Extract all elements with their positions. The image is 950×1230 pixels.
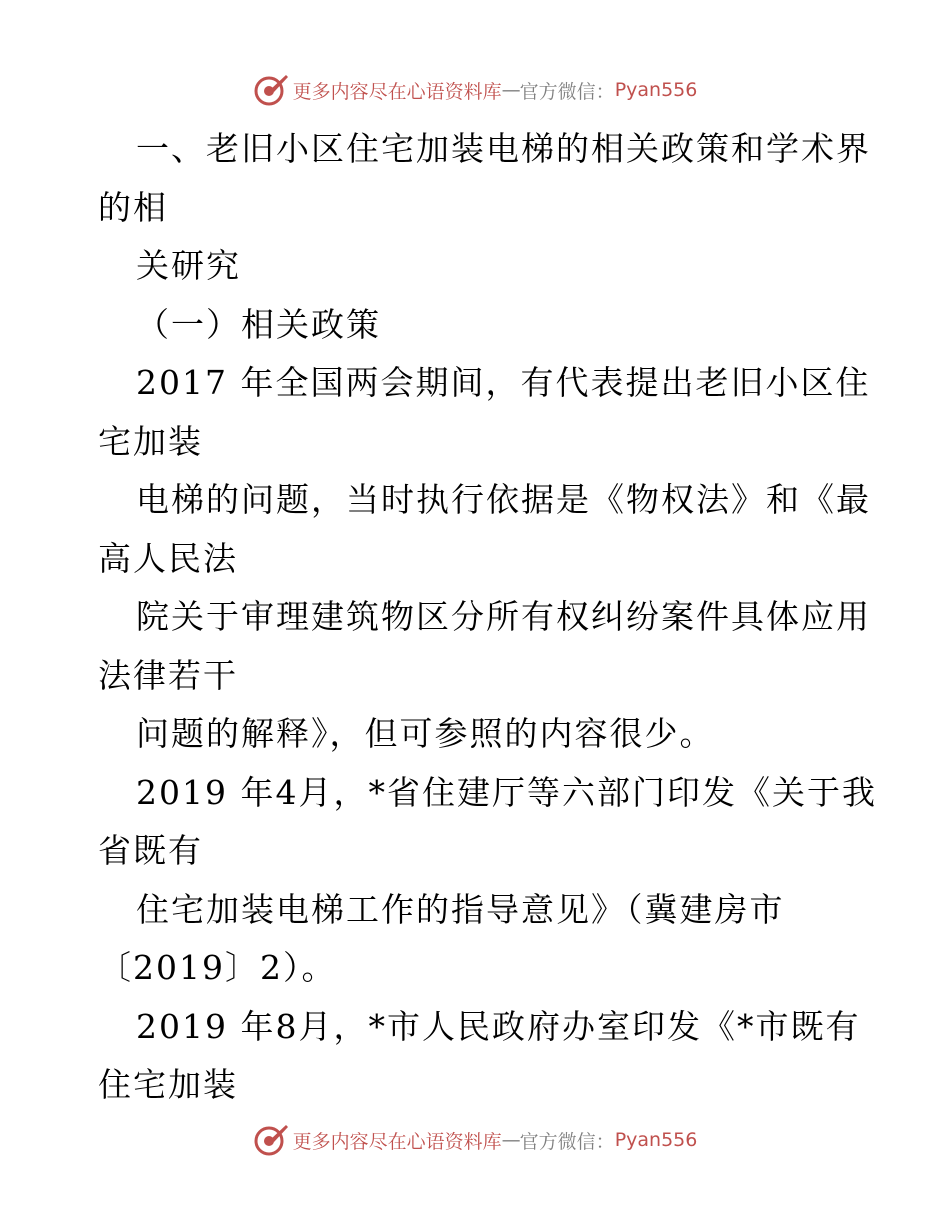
text-line: 住宅加装电梯工作的指导意见》（冀建房市 bbox=[136, 889, 785, 929]
banner-label: 官方微信： bbox=[519, 1130, 615, 1153]
document-body bbox=[98, 120, 877, 1115]
text-line: 宅加装 bbox=[98, 421, 203, 461]
header-banner bbox=[0, 70, 950, 110]
pen-logo-icon bbox=[253, 72, 289, 108]
text-line: （一）相关政策 bbox=[136, 304, 381, 344]
banner-id: Pyan556 bbox=[614, 79, 698, 101]
text-line: 的相 bbox=[98, 187, 168, 227]
text-line: 院关于审理建筑物区分所有权纠纷案件具体应用 bbox=[136, 597, 871, 636]
banner-label: 官方微信： bbox=[519, 80, 615, 103]
banner-prefix: 更多内容尽在心语资料库 bbox=[292, 1130, 502, 1153]
text-line: 〔2019〕2）。 bbox=[98, 948, 337, 987]
pen-logo-icon bbox=[253, 1122, 289, 1158]
text-line: 省既有 bbox=[98, 831, 203, 870]
text-line: 2019 年4月，*省住建厅等六部门印发《关于我 bbox=[136, 772, 877, 812]
banner-separator: — bbox=[501, 1129, 520, 1151]
text-line: 关研究 bbox=[136, 246, 241, 285]
text-line: 住宅加装 bbox=[98, 1065, 238, 1104]
banner-id: Pyan556 bbox=[614, 1129, 698, 1151]
text-line: 法律若干 bbox=[98, 655, 238, 695]
text-line: 高人民法 bbox=[98, 538, 238, 578]
footer-banner bbox=[0, 1120, 950, 1160]
text-line: 2019 年8月，*市人民政府办室印发《*市既有 bbox=[136, 1006, 861, 1046]
banner-separator: — bbox=[501, 79, 520, 101]
text-line: 2017 年全国两会期间，有代表提出老旧小区住 bbox=[136, 363, 871, 402]
text-line: 电梯的问题，当时执行依据是《物权法》和《最 bbox=[136, 480, 871, 519]
banner-prefix: 更多内容尽在心语资料库 bbox=[292, 80, 502, 103]
text-line: 问题的解释》，但可参照的内容很少。 bbox=[136, 714, 715, 753]
text-line: 一、老旧小区住宅加装电梯的相关政策和学术界 bbox=[136, 129, 871, 168]
